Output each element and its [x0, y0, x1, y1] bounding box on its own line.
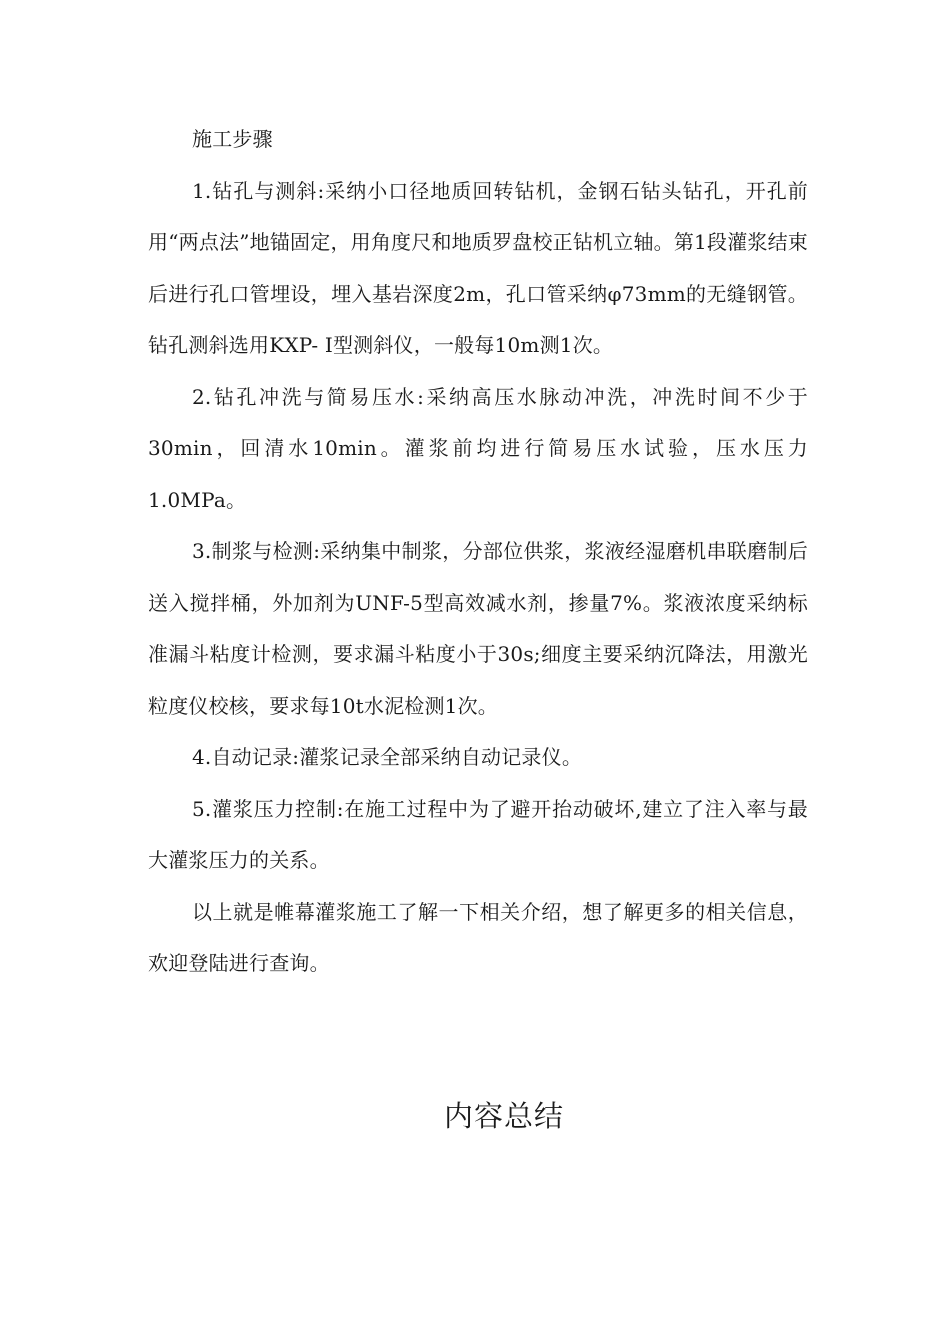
paragraph-automatic-recording: 4.自动记录:灌浆记录全部采纳自动记录仪。 — [192, 745, 583, 769]
paragraph-grout-mixing-and-testing: 3.制浆与检测:采纳集中制浆，分部位供浆，浆液经湿磨机串联磨制后送入搅拌桶，外加剂为UNF-5型高效减水剂，掺量7%。浆液浓度采纳标准漏斗粘度计检测，要求漏斗粘度小于30s;细度主要采纳沉降法，用激光粒度仪校核，要求每10t水泥检测1次。 — [148, 539, 808, 718]
paragraph-drilling-and-inclination: 1.钻孔与测斜:采纳小口径地质回转钻机，金钢石钻头钻孔，开孔前用“两点法”地锚固定，用角度尺和地质罗盘校正钻机立轴。第1段灌浆结束后进行孔口管埋设，埋入基岩深度2m，孔口管采纳φ73mm的无缝钢管。钻孔测斜选用KXP- I型测斜仪，一般每10m测1次。 — [148, 178, 808, 357]
paragraph-closing-remarks: 以上就是帷幕灌浆施工了解一下相关介绍，想了解更多的相关信息，欢迎登陆进行查询。 — [148, 899, 808, 975]
document-body — [148, 114, 808, 990]
section-heading-construction-steps: 施工步骤 — [192, 127, 273, 151]
summary-heading: 内容总结 — [443, 1099, 564, 1133]
paragraph-flushing-and-water-test: 2.钻孔冲洗与简易压水:采纳高压水脉动冲洗，冲洗时间不少于30min，回清水10min。灌浆前均进行简易压水试验，压水压力1.0MPa。 — [148, 384, 808, 512]
paragraph-grouting-pressure-control: 5.灌浆压力控制:在施工过程中为了避开抬动破坏,建立了注入率与最大灌浆压力的关系。 — [148, 796, 808, 872]
